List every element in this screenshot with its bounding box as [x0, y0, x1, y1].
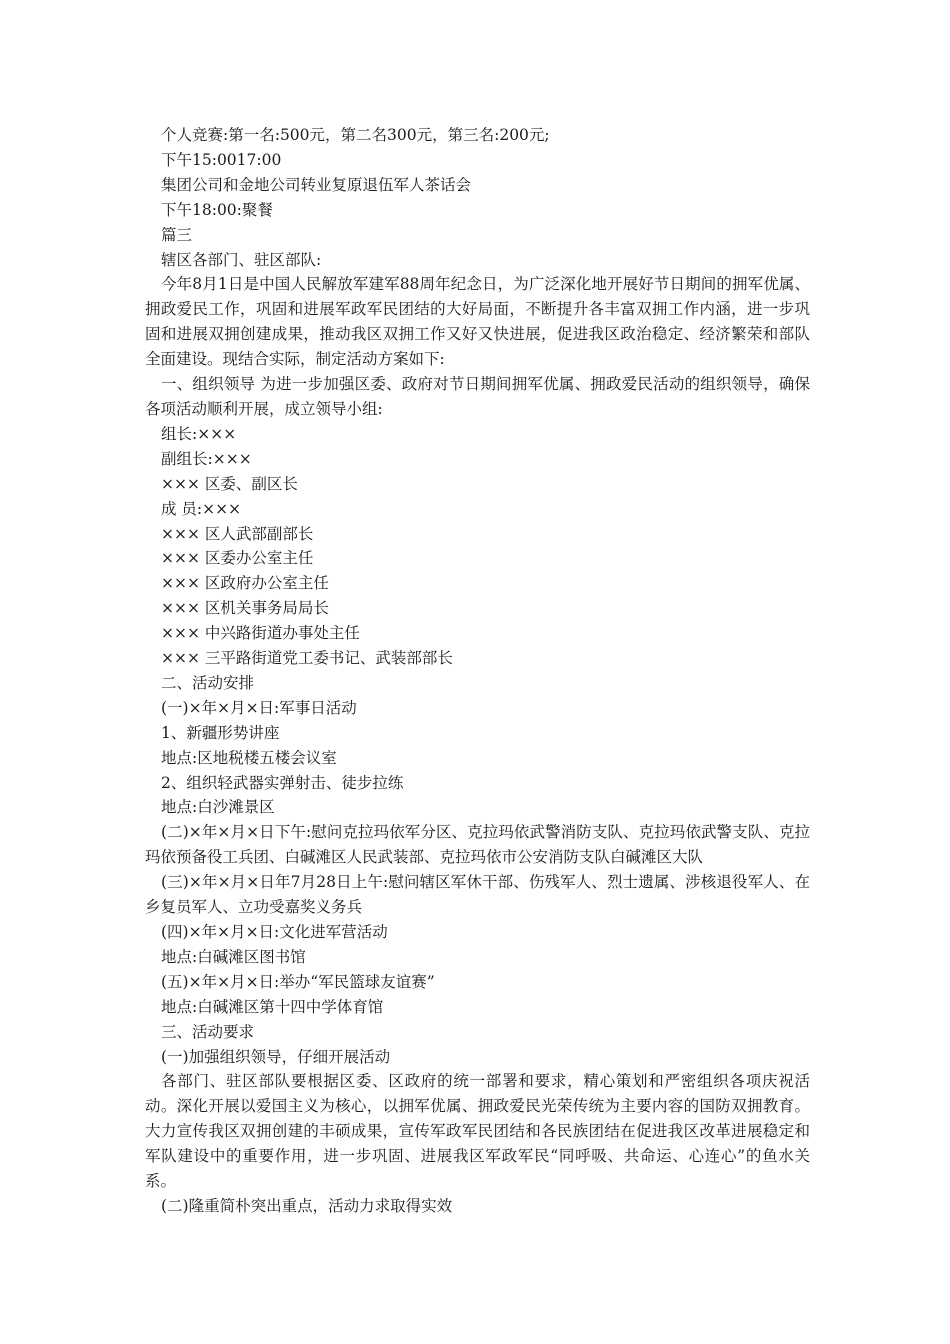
document-body — [145, 123, 810, 1219]
leader-line: 副组长:××× — [161, 449, 252, 468]
schedule-line: (五)×年×月×日:举办“军民篮球友谊赛” — [161, 972, 435, 991]
text-line: 下午15:0017:00 — [161, 150, 282, 169]
leader-line: ××× 区政府办公室主任 — [161, 574, 329, 593]
leader-line: ××× 区机关事务局局长 — [161, 599, 329, 618]
schedule-line: (一)×年×月×日:军事日活动 — [161, 698, 357, 717]
salutation: 辖区各部门、驻区部队: — [161, 250, 322, 269]
section-heading: 三、活动要求 — [161, 1022, 255, 1041]
schedule-line: 地点:白碱滩区第十四中学体育馆 — [161, 997, 384, 1016]
schedule-paragraph: (三)×年×月×日年7月28日上午:慰问辖区军休干部、伤残军人、烈士遗属、涉核退役军人、在乡复员军人、立功受嘉奖义务兵 — [145, 873, 810, 917]
leader-line: ××× 区委办公室主任 — [161, 549, 314, 568]
subsection-heading: (一)加强组织领导，仔细开展活动 — [161, 1047, 391, 1066]
text-line: 下午18:00:聚餐 — [161, 200, 273, 219]
schedule-line: 1、新疆形势讲座 — [161, 723, 280, 742]
section-heading: 篇三 — [161, 225, 193, 244]
text-line: 个人竞赛:第一名:500元，第二名300元，第三名:200元; — [161, 126, 550, 144]
leader-line: ××× 区委、副区长 — [161, 474, 298, 493]
leader-line: ××× 中兴路街道办事处主任 — [161, 624, 360, 643]
leader-line: ××× 区人武部副部长 — [161, 524, 314, 543]
schedule-line: 地点:白沙滩景区 — [161, 798, 275, 817]
section-heading: 二、活动安排 — [161, 673, 255, 692]
schedule-paragraph: (二)×年×月×日下午:慰问克拉玛依军分区、克拉玛依武警消防支队、克拉玛依武警支队、克拉玛依预备役工兵团、白碱滩区人民武装部、克拉玛依市公安消防支队白碱滩区大队 — [145, 823, 810, 867]
text-line: 集团公司和金地公司转业复原退伍军人茶话会 — [161, 175, 472, 194]
schedule-line: 地点:区地税楼五楼会议室 — [161, 748, 337, 767]
leader-line: 成 员:××× — [161, 499, 242, 518]
intro-paragraph: 今年8月1日是中国人民解放军建军88周年纪念日，为广泛深化地开展好节日期间的拥军优属、拥政爱民工作，巩固和进展军政军民团结的大好局面，不断提升各丰富双拥工作内涵，进一步巩固和进展双拥创建成果，推动我区双拥工作又好又快进展，促进我区政治稳定、经济繁荣和部队全面建设。现结合实际，制定活动方案如下: — [145, 275, 810, 369]
subsection-heading: (二)隆重简朴突出重点，活动力求取得实效 — [161, 1196, 453, 1215]
requirements-paragraph: 各部门、驻区部队要根据区委、区政府的统一部署和要求，精心策划和严密组织各项庆祝活动。深化开展以爱国主义为核心，以拥军优属、拥政爱民光荣传统为主要内容的国防双拥教育。大力宣传我区双拥创建的丰硕成果，宣传军政军民团结和各民族团结在促进我区改革进展稳定和军队建设中的重要作用，进一步巩固、进展我区军政军民“同呼吸、共命运、心连心”的鱼水关系。 — [145, 1072, 810, 1191]
schedule-line: 2、组织轻武器实弹射击、徒步拉练 — [161, 773, 404, 792]
schedule-line: (四)×年×月×日:文化进军营活动 — [161, 923, 388, 941]
section1-paragraph: 一、组织领导 为进一步加强区委、政府对节日期间拥军优属、拥政爱民活动的组织领导，确保各项活动顺利开展，成立领导小组: — [145, 375, 810, 418]
leader-line: 组长:××× — [161, 424, 237, 443]
leader-line: ××× 三平路街道党工委书记、武装部部长 — [161, 649, 453, 668]
schedule-line: 地点:白碱滩区图书馆 — [161, 947, 306, 966]
